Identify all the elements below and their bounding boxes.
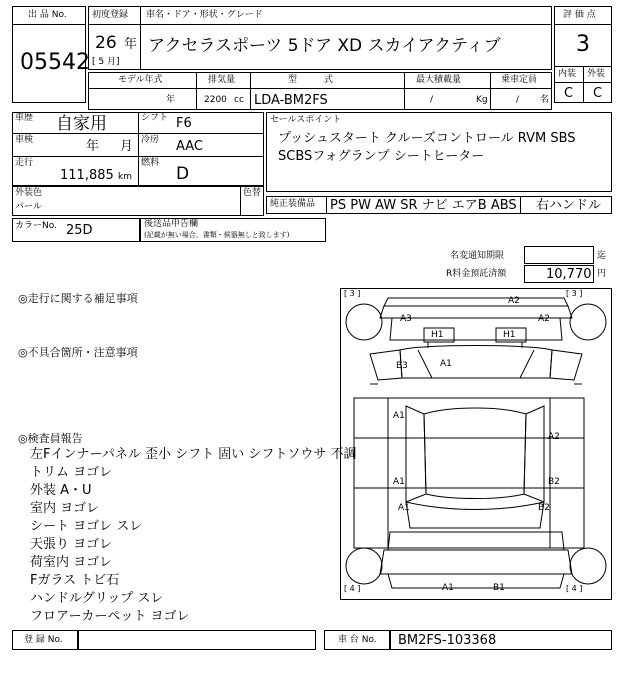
inspector-title: ◎検査員報告: [18, 432, 83, 445]
wheel-rear-left: [346, 548, 382, 584]
reg-label: 初度登録: [92, 10, 129, 20]
mileage-label: 走行: [15, 158, 34, 168]
fuel-label: 燃料: [141, 158, 160, 168]
inspector-line: 左Fインナーパネル 歪小 シフト 固い シフトソウサ 不調: [30, 447, 357, 462]
driving-title: ◎走行に関する補足事項: [18, 292, 138, 305]
wheel-front-right: [570, 304, 606, 340]
inspector-line: 室内 ヨゴレ: [30, 501, 100, 516]
car-name: アクセラスポーツ 5ドア XD スカイアクティブ: [148, 36, 501, 56]
interior-label: 内装: [558, 69, 577, 79]
damage-a3: A3: [400, 314, 412, 324]
notice-unit: 迄: [597, 251, 607, 261]
corner-br: [ 4 ]: [566, 584, 583, 593]
wheel-rear-right: [570, 548, 606, 584]
sales-line-1: プッシュスタート クルーズコントロール RVM SBS: [278, 131, 576, 146]
interior-score: C: [564, 86, 574, 101]
defects-title: ◎不具合箇所・注意事項: [18, 346, 138, 359]
capacity-unit: 名: [540, 95, 550, 105]
exterior-label: 外装: [587, 69, 606, 79]
damage-h1-left: H1: [431, 330, 444, 340]
chassis-value: BM2FS-103368: [398, 633, 497, 648]
sales-label: セールスポイント: [270, 115, 342, 125]
reg-month: [ 5 月]: [92, 57, 120, 67]
damage-a2-hood: A2: [538, 314, 550, 324]
inspector-line: フロアーカーペット ヨゴレ: [30, 609, 190, 624]
displacement-label: 排気量: [208, 75, 236, 85]
score-label: 評 価 点: [563, 10, 596, 20]
inspector-line: 荷室内 ヨゴレ: [30, 555, 113, 570]
damage-a1-left-mid: A1: [393, 477, 405, 487]
model-label: 型 式: [288, 75, 334, 85]
ac-label: 冷房: [141, 135, 160, 145]
recycle-unit: 円: [597, 269, 607, 279]
inspection-year-unit: 年: [86, 139, 100, 154]
corner-bl: [ 4 ]: [344, 584, 361, 593]
load-unit: Kg: [476, 95, 488, 105]
lot-label: 出 品 No.: [28, 10, 67, 20]
car-diagram-svg: [340, 288, 612, 600]
max-load-label: 最大積載量: [416, 75, 462, 85]
damage-b1-bottom: B1: [493, 583, 505, 593]
capacity-label: 乗車定員: [501, 75, 538, 85]
exterior-score: C: [593, 86, 603, 101]
inspector-line: Fガラス トビ石: [30, 573, 120, 588]
damage-a1-left-upper: A1: [393, 411, 405, 421]
model-year-unit: 年: [166, 95, 176, 105]
sales-line-2: SCBSフォグランプ シートヒーター: [278, 149, 485, 164]
inspector-line: トリム ヨゴレ: [30, 465, 113, 480]
load-slash: /: [430, 95, 434, 105]
chassis-label: 車 台 No.: [338, 635, 377, 645]
history-value: 自家用: [56, 114, 107, 134]
fuel-value: D: [176, 164, 190, 184]
corner-tl: [ 3 ]: [344, 289, 361, 298]
damage-b2-right-mid: B2: [548, 477, 560, 487]
score-value: 3: [576, 32, 590, 57]
reg-year-unit: 年: [124, 37, 138, 52]
displacement-unit: cc: [234, 95, 244, 105]
model-year-label: モデル年式: [118, 75, 163, 85]
inspection-label: 車検: [15, 135, 34, 145]
damage-h1-right: H1: [503, 330, 516, 340]
color-change-label: 色替: [243, 188, 262, 198]
notice-box: [524, 246, 594, 264]
after-label: 後送品申告欄: [144, 219, 199, 229]
wheel-front-left: [346, 304, 382, 340]
shift-value: F6: [176, 116, 192, 131]
color-label: 外装色: [15, 188, 43, 198]
car-label: 車名・ドア・形状・グレード: [146, 10, 263, 20]
reg-no-label: 登 録 No.: [24, 635, 63, 645]
reg-year: 26: [95, 33, 117, 53]
damage-b3: B3: [396, 361, 408, 371]
equip-label: 純正装備品: [270, 199, 316, 209]
inspector-line: ハンドルグリップ スレ: [30, 591, 164, 606]
damage-b2-right-lower: B2: [538, 503, 550, 513]
color-no-value: 25D: [66, 223, 93, 238]
color-no-label: カラーNo.: [15, 221, 57, 231]
damage-a1-glass: A1: [440, 359, 452, 369]
shift-label: シフト: [141, 113, 169, 123]
corner-tr: [ 3 ]: [566, 289, 583, 298]
after-note: (記載が無い場合、書類・候器無しと致します): [144, 231, 290, 239]
model-code: LDA-BM2FS: [254, 93, 328, 108]
inspector-line: シート ヨゴレ スレ: [30, 519, 143, 534]
inspection-month-unit: 月: [120, 139, 134, 154]
ac-value: AAC: [176, 139, 203, 154]
inspector-line: 外装 A・U: [30, 483, 92, 498]
recycle-label: R料金預託済額: [446, 269, 507, 279]
color-value: パール: [15, 202, 42, 212]
damage-a1-bottom: A1: [442, 583, 454, 593]
lot-number: 05542: [20, 50, 90, 75]
damage-a1-left-lower: A1: [398, 503, 410, 513]
equip-value: PS PW AW SR ナビ エアB ABS: [330, 198, 517, 213]
color-box: [12, 186, 264, 216]
mileage-unit: km: [118, 172, 132, 182]
damage-a2-right-upper: A2: [548, 432, 560, 442]
recycle-value: 10,770: [546, 267, 592, 282]
history-label: 車歴: [15, 113, 34, 123]
capacity-slash: /: [516, 95, 520, 105]
inspector-line: 天張り ヨゴレ: [30, 537, 113, 552]
displacement-value: 2200: [204, 95, 227, 105]
notice-label: 名変通知期限: [450, 251, 505, 261]
reg-no-value-box: [78, 630, 316, 650]
damage-a2-top: A2: [508, 296, 520, 306]
steering-value: 右ハンドル: [536, 198, 602, 213]
mileage-value: 111,885: [60, 168, 114, 183]
